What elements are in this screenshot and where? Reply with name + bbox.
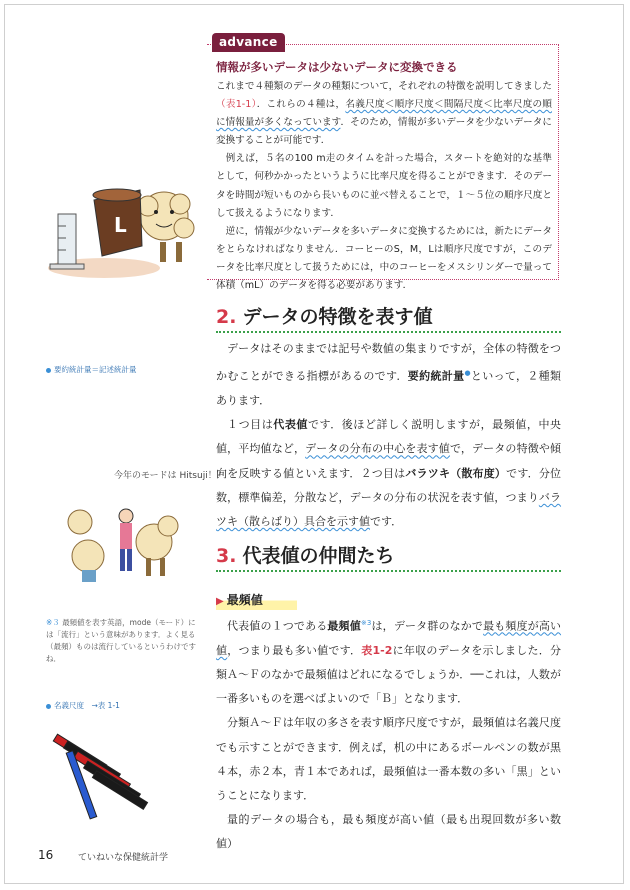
advance-p1-text: これまで４種類のデータの種類について，それぞれの特徴を説明してきました	[216, 81, 552, 92]
section-3-emphasis: 最も頻度が高い値	[216, 619, 562, 657]
advance-p3: 逆に，情報が少ないデータを多いデータに変換するためには，新たにデータをとらなければなりません．コーヒーのS，M，Lは順序尺度ですが，このデータを比率尺度として扱うためには，中のコーヒーをメスシリンダーで量って体積（mL）のデータを得る必要があります．	[216, 225, 552, 292]
speech-text: 今年のモードは Hitsuji！？	[114, 471, 226, 481]
section-3-p3: 量的データの場合も，最も頻度が高い値（最も出現回数が多い数値）	[216, 813, 561, 851]
section-2-emphasis: バラツキ（散らばり）具合を示す値	[216, 490, 562, 529]
section-2-p1-text: といって，２種類あります．	[216, 369, 562, 408]
svg-text:L: L	[114, 213, 127, 237]
note-marker: ※3	[360, 619, 372, 627]
section-2-p1-text: データはそのままでは記号や数値の集まりですが，全体の特徴をつかむことができる指標があるのです．	[216, 342, 561, 383]
section-2-body	[216, 337, 561, 534]
mode-subheading-text: 最頻値	[226, 593, 263, 607]
table-ref-link[interactable]: （表1-1）	[216, 99, 257, 111]
table-ref-link[interactable]: 表1-2	[361, 643, 393, 657]
bullet-icon	[46, 368, 51, 373]
sidenote-mode	[46, 617, 196, 665]
section-3-p1-text: は，データ群のなかで	[371, 619, 484, 633]
section-2-divider	[216, 331, 561, 333]
triangle-icon: ▶	[216, 596, 224, 607]
section-3-p2: 分類Ａ～Ｆは年収の多さを表す順序尺度ですが，最頻値は名義尺度でも示すことができます．例えば，机の中にあるボールペンの数が黒４本，赤２本，青１本であれば，最頻値は一番本数の多い「黒」ということになります．	[216, 716, 561, 803]
section-3-p1-text: ，つまり最も多い値です．	[227, 643, 362, 657]
coffee-sheep-illustration	[44, 176, 204, 280]
term-mode: 最頻値	[327, 619, 361, 633]
section-3-body	[216, 611, 561, 857]
sidenote-marker-icon: ●	[464, 369, 471, 378]
sidenote-1-text: 要約統計量＝記述統計量	[54, 365, 137, 374]
term-dispersion: バラツキ（散布度）	[405, 466, 507, 480]
advance-p1-text: ．そのため，情報が多いデータを少ないデータに変換することが可能です．	[216, 117, 553, 147]
sidenote-2-text: 最頻値を表す英語，mode（モード）には「流行」という意味があります．よく見る（最頻）ものは流行しているというわけですね．	[46, 618, 196, 663]
bullet-icon	[46, 704, 51, 709]
term-representative-value: 代表値	[273, 418, 308, 432]
fashion-sheep-illustration	[58, 466, 226, 590]
advance-p1-text: ．これらの４種は，	[256, 99, 346, 111]
page-number: 16	[38, 848, 54, 862]
ballpoint-pens-illustration	[58, 720, 164, 832]
advance-tab: advance	[212, 33, 285, 52]
section-3-heading	[216, 541, 394, 568]
section-2-emphasis: データの分布の中心を表す値	[305, 442, 450, 456]
section-3-p1-text: 代表値の１つである	[227, 619, 328, 633]
section-2-p2-text: で，データの特徴や傾向を反映する値といえます．２つ目は	[216, 442, 561, 480]
section-3-number: 3.	[216, 545, 237, 567]
advance-body	[216, 78, 552, 295]
section-3-title: 代表値の仲間たち	[242, 545, 395, 567]
section-2-title: データの特徴を表す値	[242, 306, 433, 328]
section-2-p2-text: です．分位数，標準偏差，分散など，データの分布の状況を表す値，つまり	[216, 466, 562, 504]
mode-subheading	[216, 589, 297, 610]
sidenote-nominal-scale[interactable]	[46, 700, 120, 712]
section-2-number: 2.	[216, 306, 237, 328]
section-3-p1-text: に年収のデータを示しました．分類Ａ～Ｆのなかで最頻値はどれになるでしょうか．──これは，人数が一番多いものを選べばよいので「Ｂ」となります．	[216, 643, 562, 706]
section-3-divider	[216, 570, 561, 572]
sidenote-3-text: 名義尺度 →表 1-1	[54, 701, 120, 710]
sidenote-summary-statistics	[46, 364, 137, 376]
section-2-p2-text: です．	[370, 515, 403, 529]
section-2-p2-text: １つ目は	[227, 418, 274, 432]
advance-p2: 例えば，５名の100 m走のタイムを計った場合，スタートを絶対的な基準として，何秒かかったというように比率尺度を得ることができます．そのデータを時間が短いものから長いものに並べ替えることで，１～５位の順序尺度として扱えるようになります．	[216, 153, 552, 219]
sidenote-mark: ※３	[46, 618, 60, 627]
term-summary-statistics: 要約統計量	[407, 369, 465, 383]
book-title: ていねいな保健統計学	[78, 853, 169, 863]
advance-title: 情報が多いデータは少ないデータに変換できる	[216, 60, 458, 74]
section-2-heading	[216, 302, 432, 329]
advance-p1-emphasis: 名義尺度＜順序尺度＜間隔尺度＜比率尺度の順に情報量が多くなっています	[216, 99, 552, 129]
section-2-p2-text: です．後ほど詳しく説明しますが，最頻値，中央値，平均値など，	[216, 418, 562, 456]
